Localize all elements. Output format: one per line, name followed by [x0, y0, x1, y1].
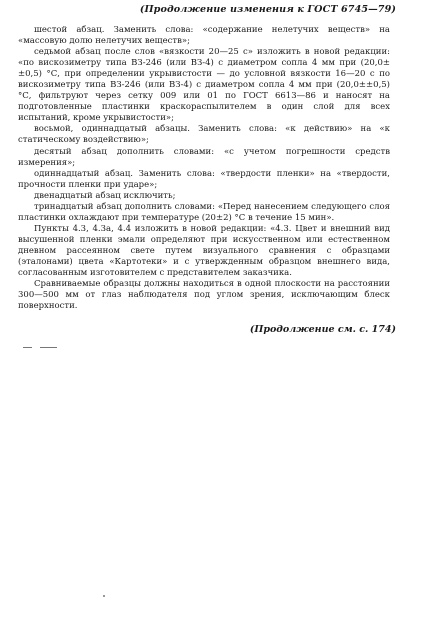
paragraph-seventh-indent: седьмой абзац после слов «вязкости 20—25 с» изложить в новой редакции: «по вискозиметру типа ВЗ-246 (или ВЗ-4) с диаметром сопла 4 мм при (20,0±±0,5) °С, при определении укрывистости — до условной вязкости 16—20 с по вискозиметру типа ВЗ-246 (или ВЗ-4) с диаметром сопла 4 мм при (20,0±±0,5) °С, фильтруют через сетку 009 или 01 по ГОСТ 6613—86 и наносят на подготовленные пластинки краскораспылителем в один слой для всех испытаний, кроме укрывистости»;: [18, 47, 390, 124]
scan-artifact-dash: [23, 347, 32, 348]
paragraph-tenth: десятый абзац дополнить словами: «с учетом погрешности средств измерения»;: [18, 146, 390, 168]
paragraph-items-4-3: Пункты 4.3, 4.3а, 4.4 изложить в новой редакции: «4.3. Цвет и внешний вид высушенной пленки эмали определяют при искусственном или естественном дневном рассеянном свете путем визуального сравнения с образцами (эталонами) цвета «Картотеки» и с утвержденным образцом внешнего вида, согласованным изготовителем с представителем заказчика.: [18, 223, 390, 279]
paragraph-comparison: Сравниваемые образцы должны находиться в одной плоскости на расстоянии 300—500 мм от глаз наблюдателя под углом зрения, исключающим блеск поверхности.: [18, 279, 390, 312]
running-header: (Продолжение изменения к ГОСТ 6745—79): [139, 4, 396, 15]
document-body: [18, 25, 390, 312]
paragraph-sixth-indent: шестой абзац. Заменить слова: «содержание нелетучих веществ» на «массовую долю нелетучих веществ»;: [18, 25, 390, 47]
paragraph-eighth-eleventh: восьмой, одиннадцатый абзацы. Заменить слова: «к действию» на «к статическому воздействию»;: [18, 124, 390, 146]
scan-artifact-dot: [103, 595, 105, 597]
continuation-note: (Продолжение см. с. 174): [249, 324, 396, 335]
paragraph-eleventh: одиннадцатый абзац. Заменить слова: «твердости пленки» на «твердости, прочности пленки при ударе»;: [18, 168, 390, 190]
paragraph-twelfth: двенадцатый абзац исключить;: [34, 190, 176, 201]
scan-artifact-dash: [40, 347, 57, 348]
paragraph-thirteenth: тринадцатый абзац дополнить словами: «Перед нанесением следующего слоя пластинки охлаждают при температуре (20±2) °С в течение 15 мин».: [18, 201, 390, 223]
